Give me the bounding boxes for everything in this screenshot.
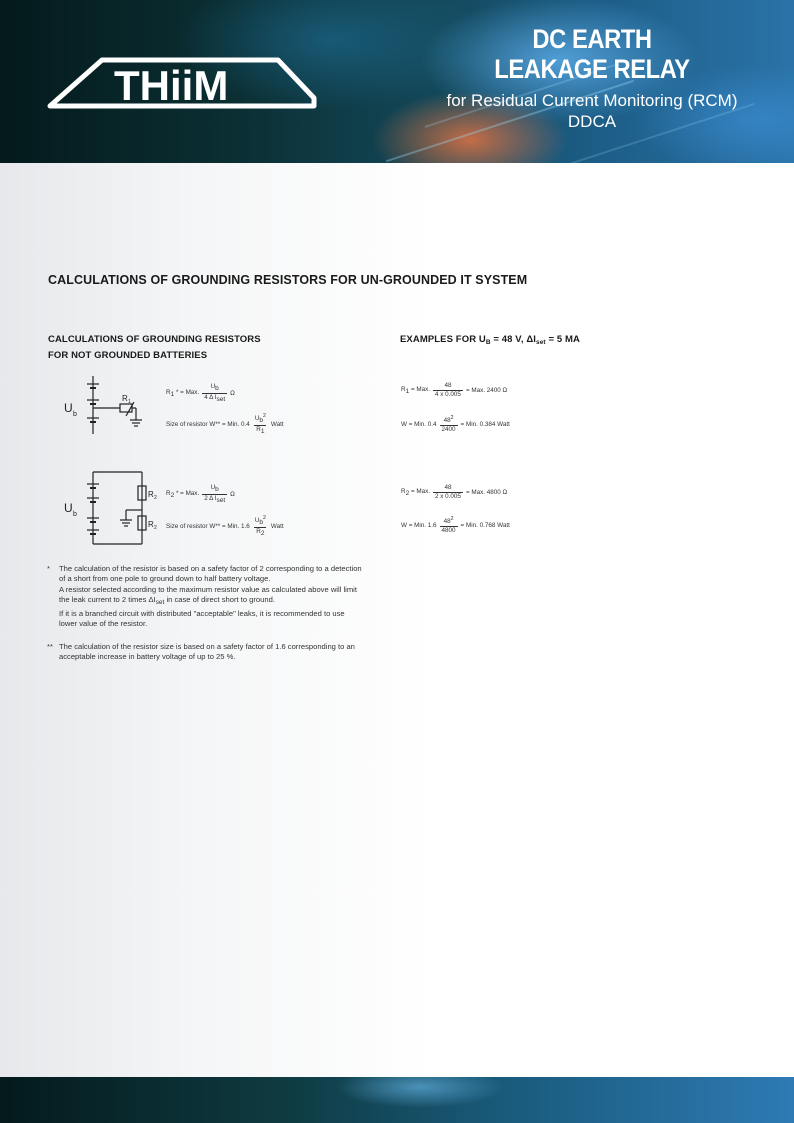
c1-fw-den-sub: 1: [260, 428, 265, 436]
circuit1-r-sub: 1: [128, 399, 131, 405]
left-column-heading: [48, 332, 261, 364]
right-heading-sub2: set: [536, 339, 546, 346]
circuit2-resistor-formula: [166, 484, 235, 505]
c2-er-den: 2 x 0.005: [435, 493, 461, 500]
circuit-diagram-2: [60, 468, 160, 548]
c1-fw-fraction: [253, 412, 268, 436]
c1-fr-fraction: [202, 383, 227, 404]
logo-text: THiiM: [114, 62, 229, 109]
c1-er-lhs-sub: 1: [405, 388, 410, 395]
circuit2-size-formula: [166, 514, 284, 538]
circuit1-r-label: R: [122, 394, 128, 403]
circuit1-resistor-formula: [166, 383, 235, 404]
c2-ew-result: = Min. 0.768 Watt: [460, 521, 510, 529]
footnote-1: [47, 564, 447, 629]
footnote-1-text-b: in case of direct short to ground. If it is a branched circuit with distributed "acceptable" leaks, it is recommended to use lower value of the resistor.: [59, 595, 345, 629]
c2-er-lhs: R: [401, 488, 406, 495]
c1-fw-num-sub: b: [259, 417, 263, 425]
c1-fw-den: R: [256, 426, 261, 434]
c2-fw-num: U: [254, 517, 260, 525]
c2-er-lhs-sub: 2: [405, 490, 410, 497]
footnote-1-sub: set: [155, 599, 165, 607]
c2-fr-lhs: R: [166, 490, 171, 497]
c1-fr-lhs: R: [166, 389, 171, 396]
circuit2-r-label-upper: R: [148, 490, 154, 499]
c1-ew-num: 48: [443, 417, 451, 425]
c2-fw-den-sub: 2: [260, 530, 265, 538]
c2-ew-fraction: [440, 515, 458, 535]
right-heading-prefix: EXAMPLES FOR U: [400, 334, 486, 345]
c2-er-result: = Max. 4800 Ω: [465, 489, 508, 496]
product-title-line1: DC EARTH: [532, 24, 652, 54]
header-title-block: [422, 24, 762, 133]
circuit1-example-resistor: [401, 382, 507, 399]
c1-fr-den-sub: set: [216, 396, 226, 403]
c2-fr-den: 2 Δ I: [204, 495, 217, 502]
c1-er-den: 4 x 0.005: [435, 391, 461, 398]
footnote-2-mark: **: [47, 642, 53, 651]
c1-fr-num: U: [210, 383, 216, 390]
circuit2-r-label-lower: R: [148, 520, 154, 529]
c2-er-num: 48: [444, 484, 452, 491]
c2-er-fraction: [433, 484, 463, 501]
c1-er-mark: = Max.: [410, 386, 431, 393]
c1-fw-lhs: Size of resistor W** = Min. 0.4: [166, 420, 250, 428]
left-heading-line1: CALCULATIONS OF GROUNDING RESISTORS: [48, 334, 261, 345]
c1-fr-num-sub: b: [215, 385, 219, 392]
c1-fw-num-sup: 2: [263, 413, 266, 419]
c1-fr-lhs-sub: 1: [170, 391, 175, 398]
page-title: CALCULATIONS OF GROUNDING RESISTORS FOR UN-GROUNDED IT SYSTEM: [48, 273, 528, 287]
c1-fr-unit: Ω: [230, 390, 235, 397]
right-column-heading: [400, 332, 580, 351]
c2-fw-num-sub: b: [259, 519, 263, 527]
footnote-1-mark: *: [47, 564, 50, 573]
product-model: DDCA: [567, 112, 617, 131]
circuit1-ub-label: U: [64, 401, 73, 415]
c1-fr-den: 4 Δ I: [204, 394, 217, 401]
c2-fr-den-sub: set: [216, 497, 226, 504]
circuit2-r-sub-lower: 2: [154, 525, 157, 531]
c2-fr-num: U: [210, 484, 216, 491]
circuit-diagram-1: [60, 372, 160, 442]
footnote-1-text-a: The calculation of the resistor is based on a safety factor of 2 corresponding to a detection of a short from one pole to ground down to half battery voltage. A resistor selected according to the maximum resistor value as calculated above will limit the leak current to 2 times ΔI: [59, 564, 362, 605]
header-banner: [0, 0, 794, 163]
c1-ew-fraction: [440, 414, 458, 434]
circuit2-example-resistor: [401, 484, 507, 501]
c1-ew-lhs: W = Min. 0.4: [401, 420, 437, 428]
left-heading-line2: FOR NOT GROUNDED BATTERIES: [48, 350, 208, 361]
c2-ew-den: 4800: [441, 527, 456, 535]
footnote-2-text: The calculation of the resistor size is based on a safety factor of 1.6 corresponding to an acceptable increase in battery voltage of up to 25 %.: [59, 642, 355, 662]
c2-fw-num-sup: 2: [263, 515, 266, 521]
footnote-2: [47, 642, 447, 663]
c2-fw-lhs: Size of resistor W** = Min. 1.6: [166, 522, 250, 530]
c1-er-result: = Max. 2400 Ω: [465, 387, 508, 394]
c1-er-num: 48: [444, 382, 452, 389]
circuit2-ub-sub: b: [73, 511, 77, 518]
circuit1-ub-sub: b: [73, 411, 77, 418]
footer-banner: [0, 1077, 794, 1123]
circuit1-example-size: [401, 414, 510, 434]
c1-fr-mark: * = Max.: [175, 389, 200, 396]
c2-fw-den: R: [256, 528, 261, 536]
c1-ew-den: 2400: [441, 426, 456, 434]
c2-fr-unit: Ω: [230, 491, 235, 498]
product-title-line2: LEAKAGE RELAY: [494, 54, 690, 84]
circuit2-example-size: [401, 515, 510, 535]
circuit2-ub-label: U: [64, 501, 73, 515]
right-heading-suffix: = 5 MA: [545, 334, 580, 345]
c2-fw-fraction: [253, 514, 268, 538]
right-heading-mid: = 48 V, ΔI: [490, 334, 536, 345]
c2-er-mark: = Max.: [410, 488, 431, 495]
c1-ew-num-sup: 2: [450, 415, 454, 421]
thiim-logo: [46, 50, 318, 112]
circuit1-size-formula: [166, 412, 284, 436]
c2-fw-unit: Watt: [270, 522, 284, 530]
c2-ew-num: 48: [443, 518, 451, 526]
c1-fw-unit: Watt: [270, 420, 284, 428]
c2-ew-num-sup: 2: [450, 516, 454, 522]
circuit2-r-sub-upper: 2: [154, 495, 157, 501]
product-subtitle: for Residual Current Monitoring (RCM): [446, 91, 738, 110]
c2-fr-lhs-sub: 2: [170, 492, 175, 499]
c1-er-fraction: [433, 382, 463, 399]
right-heading-sub1: B: [485, 339, 491, 346]
c1-er-lhs: R: [401, 386, 406, 393]
c2-ew-lhs: W = Min. 1.6: [401, 521, 437, 529]
c2-fr-fraction: [202, 484, 227, 505]
c2-fr-mark: * = Max.: [175, 490, 200, 497]
c1-fw-num: U: [254, 415, 260, 423]
c2-fr-num-sub: b: [215, 486, 219, 493]
c1-ew-result: = Min. 0.384 Watt: [460, 420, 510, 428]
